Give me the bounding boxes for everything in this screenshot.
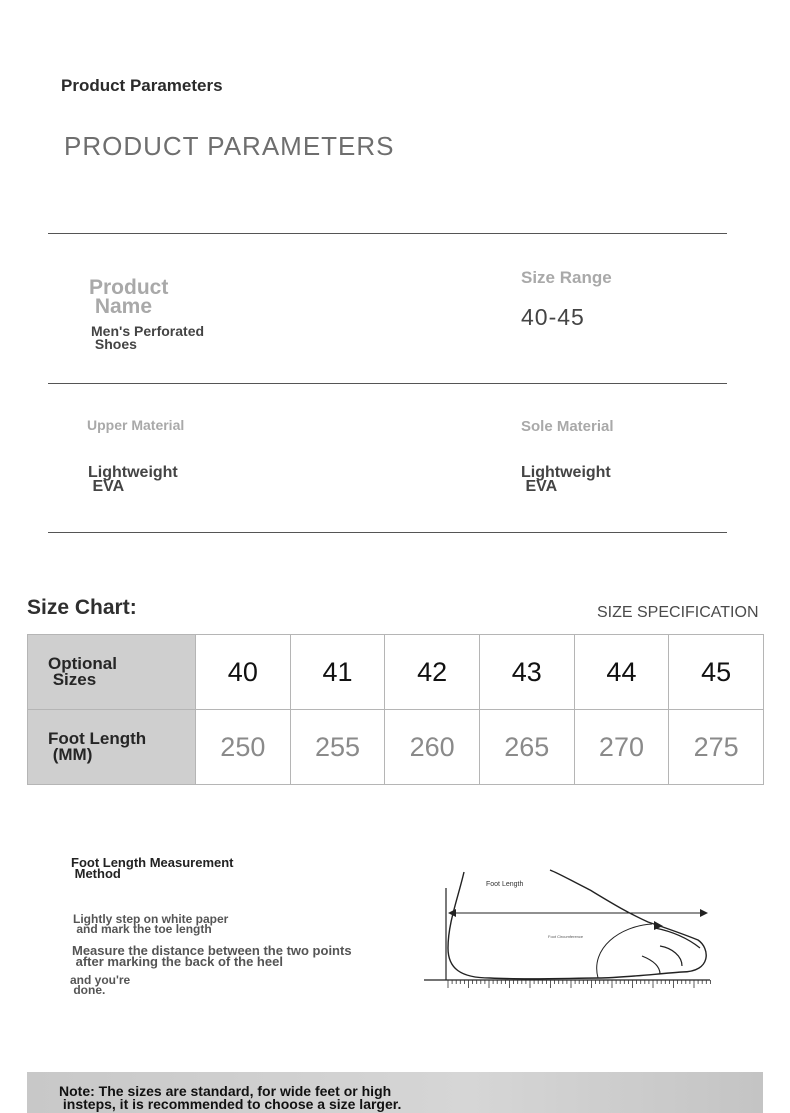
measurement-step-1: Lightly step on white paper and mark the toe length — [73, 912, 229, 937]
size-range-value: 40-45 — [521, 304, 585, 330]
size-chart-table — [27, 634, 764, 785]
size-cell: 43 — [479, 635, 574, 710]
product-name-label: Product Name — [89, 276, 169, 318]
section-title: Product Parameters — [61, 76, 223, 95]
row-header-foot-length: Foot Length (MM) — [28, 710, 196, 785]
table-row — [28, 635, 764, 710]
circumference-curve — [597, 924, 652, 978]
upper-material-label: Upper Material — [87, 417, 185, 433]
foot-length-cell: 275 — [669, 710, 764, 785]
row-header-sizes: Optional Sizes — [28, 635, 196, 710]
note-text: Note: The sizes are standard, for wide feet or high insteps, it is recommended to choose a size larger. — [59, 1083, 402, 1113]
sole-material-value: Lightweight EVA — [521, 464, 611, 496]
foot-length-cell: 250 — [196, 710, 291, 785]
size-cell: 40 — [196, 635, 291, 710]
size-chart-title: Size Chart: — [27, 596, 137, 619]
foot-length-cell: 260 — [385, 710, 480, 785]
upper-material-value: Lightweight EVA — [88, 464, 178, 496]
foot-length-cell: 255 — [290, 710, 385, 785]
product-name-value: Men's Perforated Shoes — [91, 323, 205, 352]
size-cell: 42 — [385, 635, 480, 710]
length-arrow-right — [700, 909, 708, 917]
diagram-label-length: Foot Length — [486, 881, 524, 888]
ruler-ticks — [448, 980, 710, 988]
table-row — [28, 710, 764, 785]
toes-outline — [642, 928, 700, 974]
divider — [48, 383, 727, 384]
sole-material-label: Sole Material — [521, 418, 614, 435]
section-subtitle: PRODUCT PARAMETERS — [64, 131, 395, 161]
diagram-label-circumference: Foot Circumference — [548, 934, 584, 939]
divider — [48, 233, 727, 234]
size-spec-label: SIZE SPECIFICATION — [597, 604, 759, 621]
foot-measurement-diagram — [420, 868, 720, 998]
divider — [48, 532, 727, 533]
size-cell: 41 — [290, 635, 385, 710]
foot-length-cell: 265 — [479, 710, 574, 785]
measurement-step-2: Measure the distance between the two points after marking the back of the heel — [72, 943, 352, 970]
size-cell: 45 — [669, 635, 764, 710]
measurement-step-3: and you're done. — [70, 973, 131, 998]
size-range-label: Size Range — [521, 268, 612, 287]
size-cell: 44 — [574, 635, 669, 710]
measurement-title: Foot Length Measurement Method — [71, 855, 234, 882]
foot-length-cell: 270 — [574, 710, 669, 785]
